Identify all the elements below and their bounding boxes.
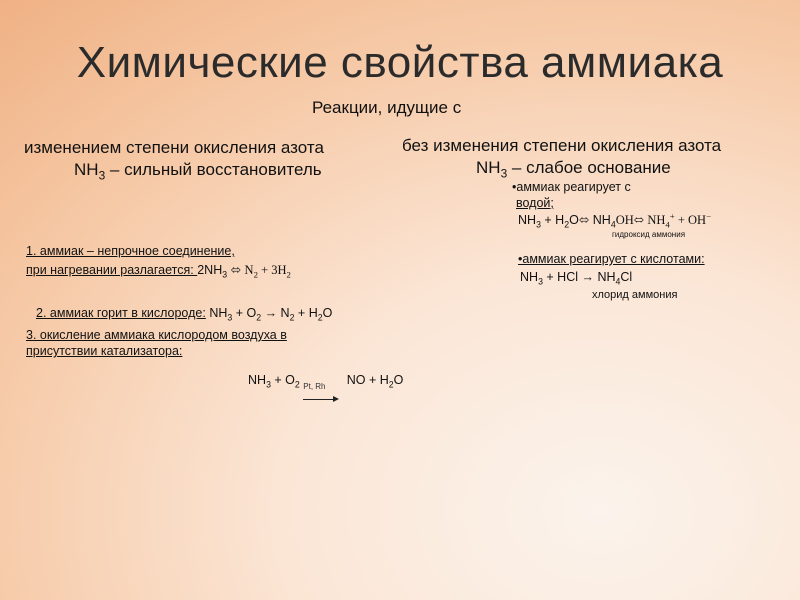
ammonium-chloride-caption: хлорид аммония [592,289,678,301]
water-bullet-line-1: •аммиак реагирует с [512,180,631,194]
reaction-3-line-2: присутствии катализатора: [26,344,183,358]
right-column-heading: без изменения степени окисления азота [402,136,722,155]
reaction-1-line-1: 1. аммиак – непрочное соединение, [26,244,235,258]
reaction-2: 2. аммиак горит в кислороде: $NH_3 + O_2 \to N_2 + H_2O$ [36,306,333,323]
reaction-3-equation: $NH_3 + O_2$ Pt, Rh NO + $H_2O$ [248,373,403,387]
right-column-subheading: $NH_3$ – слабое основание [476,158,671,181]
left-column-heading: изменением степени окисления азота [24,138,324,157]
catalyst-label: Pt, Rh [303,382,326,391]
reaction-3-line-1: 3. окисление аммиака кислородом воздуха в [26,328,287,342]
acid-equation: $NH_3$ + HCl → $NH_4Cl$ [520,270,633,287]
ammonium-hydroxide-caption: гидроксид аммония [612,230,686,239]
acid-bullet: •аммиак реагирует с кислотами: [518,252,705,266]
left-column-subheading: $NH_3$ – сильный восстановитель [74,160,322,183]
page-title: Химические свойства аммиака [76,38,724,87]
reaction-1-line-2: при нагревании разлагается: $2NH_3$ ⬄ $N_2 + 3H_2$ [26,263,291,280]
water-bullet-line-2: водой; [516,196,554,210]
subtitle: Реакции, идущие с [312,98,462,117]
water-equation: $NH_3$ + $H_2O⬄$ $NH_4OH⬄$ $NH_4^+ + OH^-$ [518,210,712,230]
